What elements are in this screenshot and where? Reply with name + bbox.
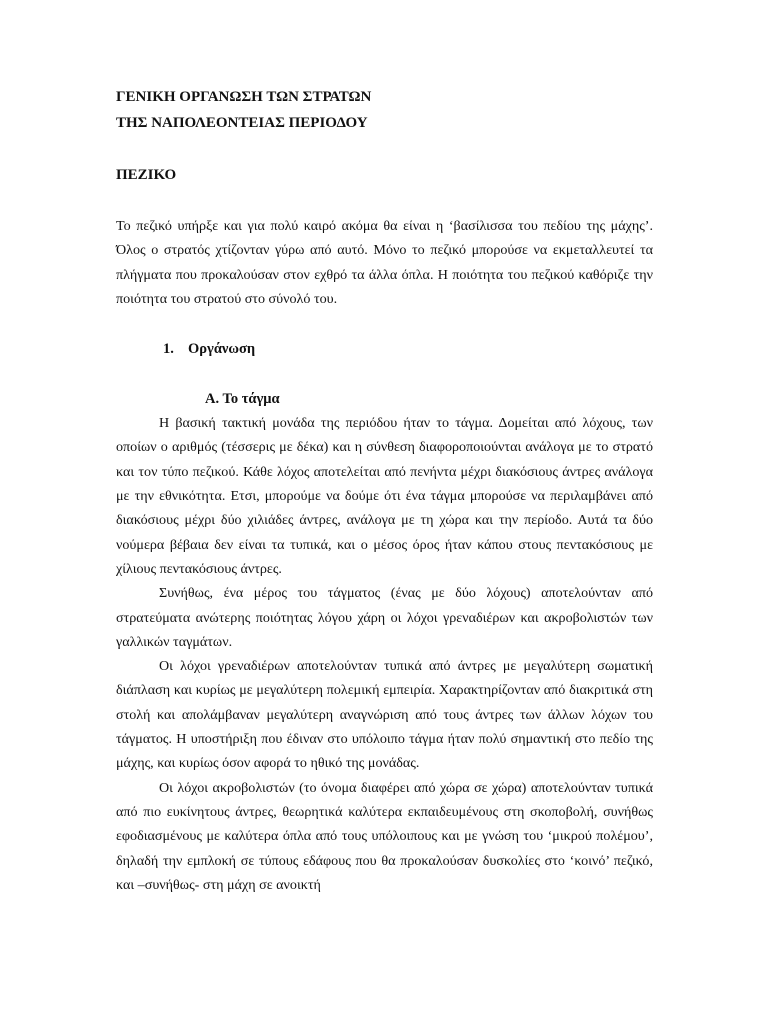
subheading: Α. Το τάγμα [205, 391, 280, 408]
body-paragraph-2: Συνήθως, ένα μέρος του τάγματος (ένας με δύο λόχους) αποτελούνταν από στρατεύματα ανώτερης ποιότητας λόγου χάρη οι λόχοι γρεναδιέρων και ακροβολιστών των γαλλικών ταγμάτων. [116, 585, 653, 650]
heading-text: Οργάνωση [188, 341, 256, 358]
document-page [116, 84, 653, 897]
intro-paragraph: Το πεζικό υπήρξε και για πολύ καιρό ακόμα θα είναι η ‘βασίλισσα του πεδίου της μάχης’. Όλος ο στρατός χτίζονταν γύρω από αυτό. Μόνο το πεζικό μπορούσε να εκμεταλλευτεί τα πλήγματα που προκαλούσαν στον εχθρό τα άλλα όπλα. Η ποιότητα του πεζικού καθόριζε την ποιότητα του στρατού στο σύνολό του. [116, 218, 653, 307]
body-paragraph-3: Οι λόχοι γρεναδιέρων αποτελούνταν τυπικά από άντρες με μεγαλύτερη σωματική διάπλαση και κυρίως με μεγαλύτερη πολεμική εμπειρία. Χαρακτηρίζονταν από διακριτικά στη στολή και απολάμβαναν μεγαλύτερη αναγνώριση από τους άντρες των άλλων λόχων του τάγματος. Η υποστήριξη που έδιναν στο υπόλοιπο τάγμα ήταν πολύ σημαντική στο πεδίο της μάχης, και κυρίως όσον αφορά το ηθικό της μονάδας. [116, 658, 653, 772]
body-paragraph-1: Η βασική τακτική μονάδα της περιόδου ήταν το τάγμα. Δομείται από λόχους, των οποίων ο αριθμός (τέσσερις με δέκα) και η σύνθεση διαφοροποιούνται ανάλογα με το στρατό και τον τύπο πεζικού. Κάθε λόχος αποτελείται από πενήντα μέχρι διακόσιους άντρες ανάλογα με την εθνικότητα. Ετσι, μπορούμε να δούμε ότι ένα τάγμα μπορούσε να περιλαμβάνει από διακόσιους μέχρι δύο χιλιάδες άντρες, ανάλογα με τη χώρα και την περίοδο. Αυτά τα δύο νούμερα βέβαια δεν είναι τα τυπικά, και ο μέσος όρος ήταν κάπου στους πεντακόσιους με χίλιους πεντακόσιους άντρες. [116, 415, 653, 577]
body-paragraph-4: Οι λόχοι ακροβολιστών (το όνομα διαφέρει από χώρα σε χώρα) αποτελούνταν τυπικά από πιο ευκίνητους άντρες, θεωρητικά καλύτερα εκπαιδευμένους στη σκοποβολή, συνήθως εφοδιασμένους με καλύτερα όπλα από τους υπόλοιπους και με γνώση του ‘μικρού πολέμου’, δηλαδή την εμπλοκή σε τύπους εδάφους που θα προκαλούσαν δυσκολίες στο ‘κοινό’ πεζικό, και –συνήθως- στη μάχη σε ανοικτή [116, 779, 653, 893]
section-title: ΠΕΖΙΚΟ [116, 167, 177, 183]
heading-number: 1. [163, 341, 174, 358]
numbered-heading [163, 337, 653, 361]
document-title-line-1: ΓΕΝΙΚΗ ΟΡΓΑΝΩΣΗ ΤΩΝ ΣΤΡΑΤΩΝ [116, 89, 372, 105]
document-title-line-2: ΤΗΣ ΝΑΠΟΛΕΟΝΤΕΙΑΣ ΠΕΡΙΟΔΟΥ [116, 115, 368, 131]
